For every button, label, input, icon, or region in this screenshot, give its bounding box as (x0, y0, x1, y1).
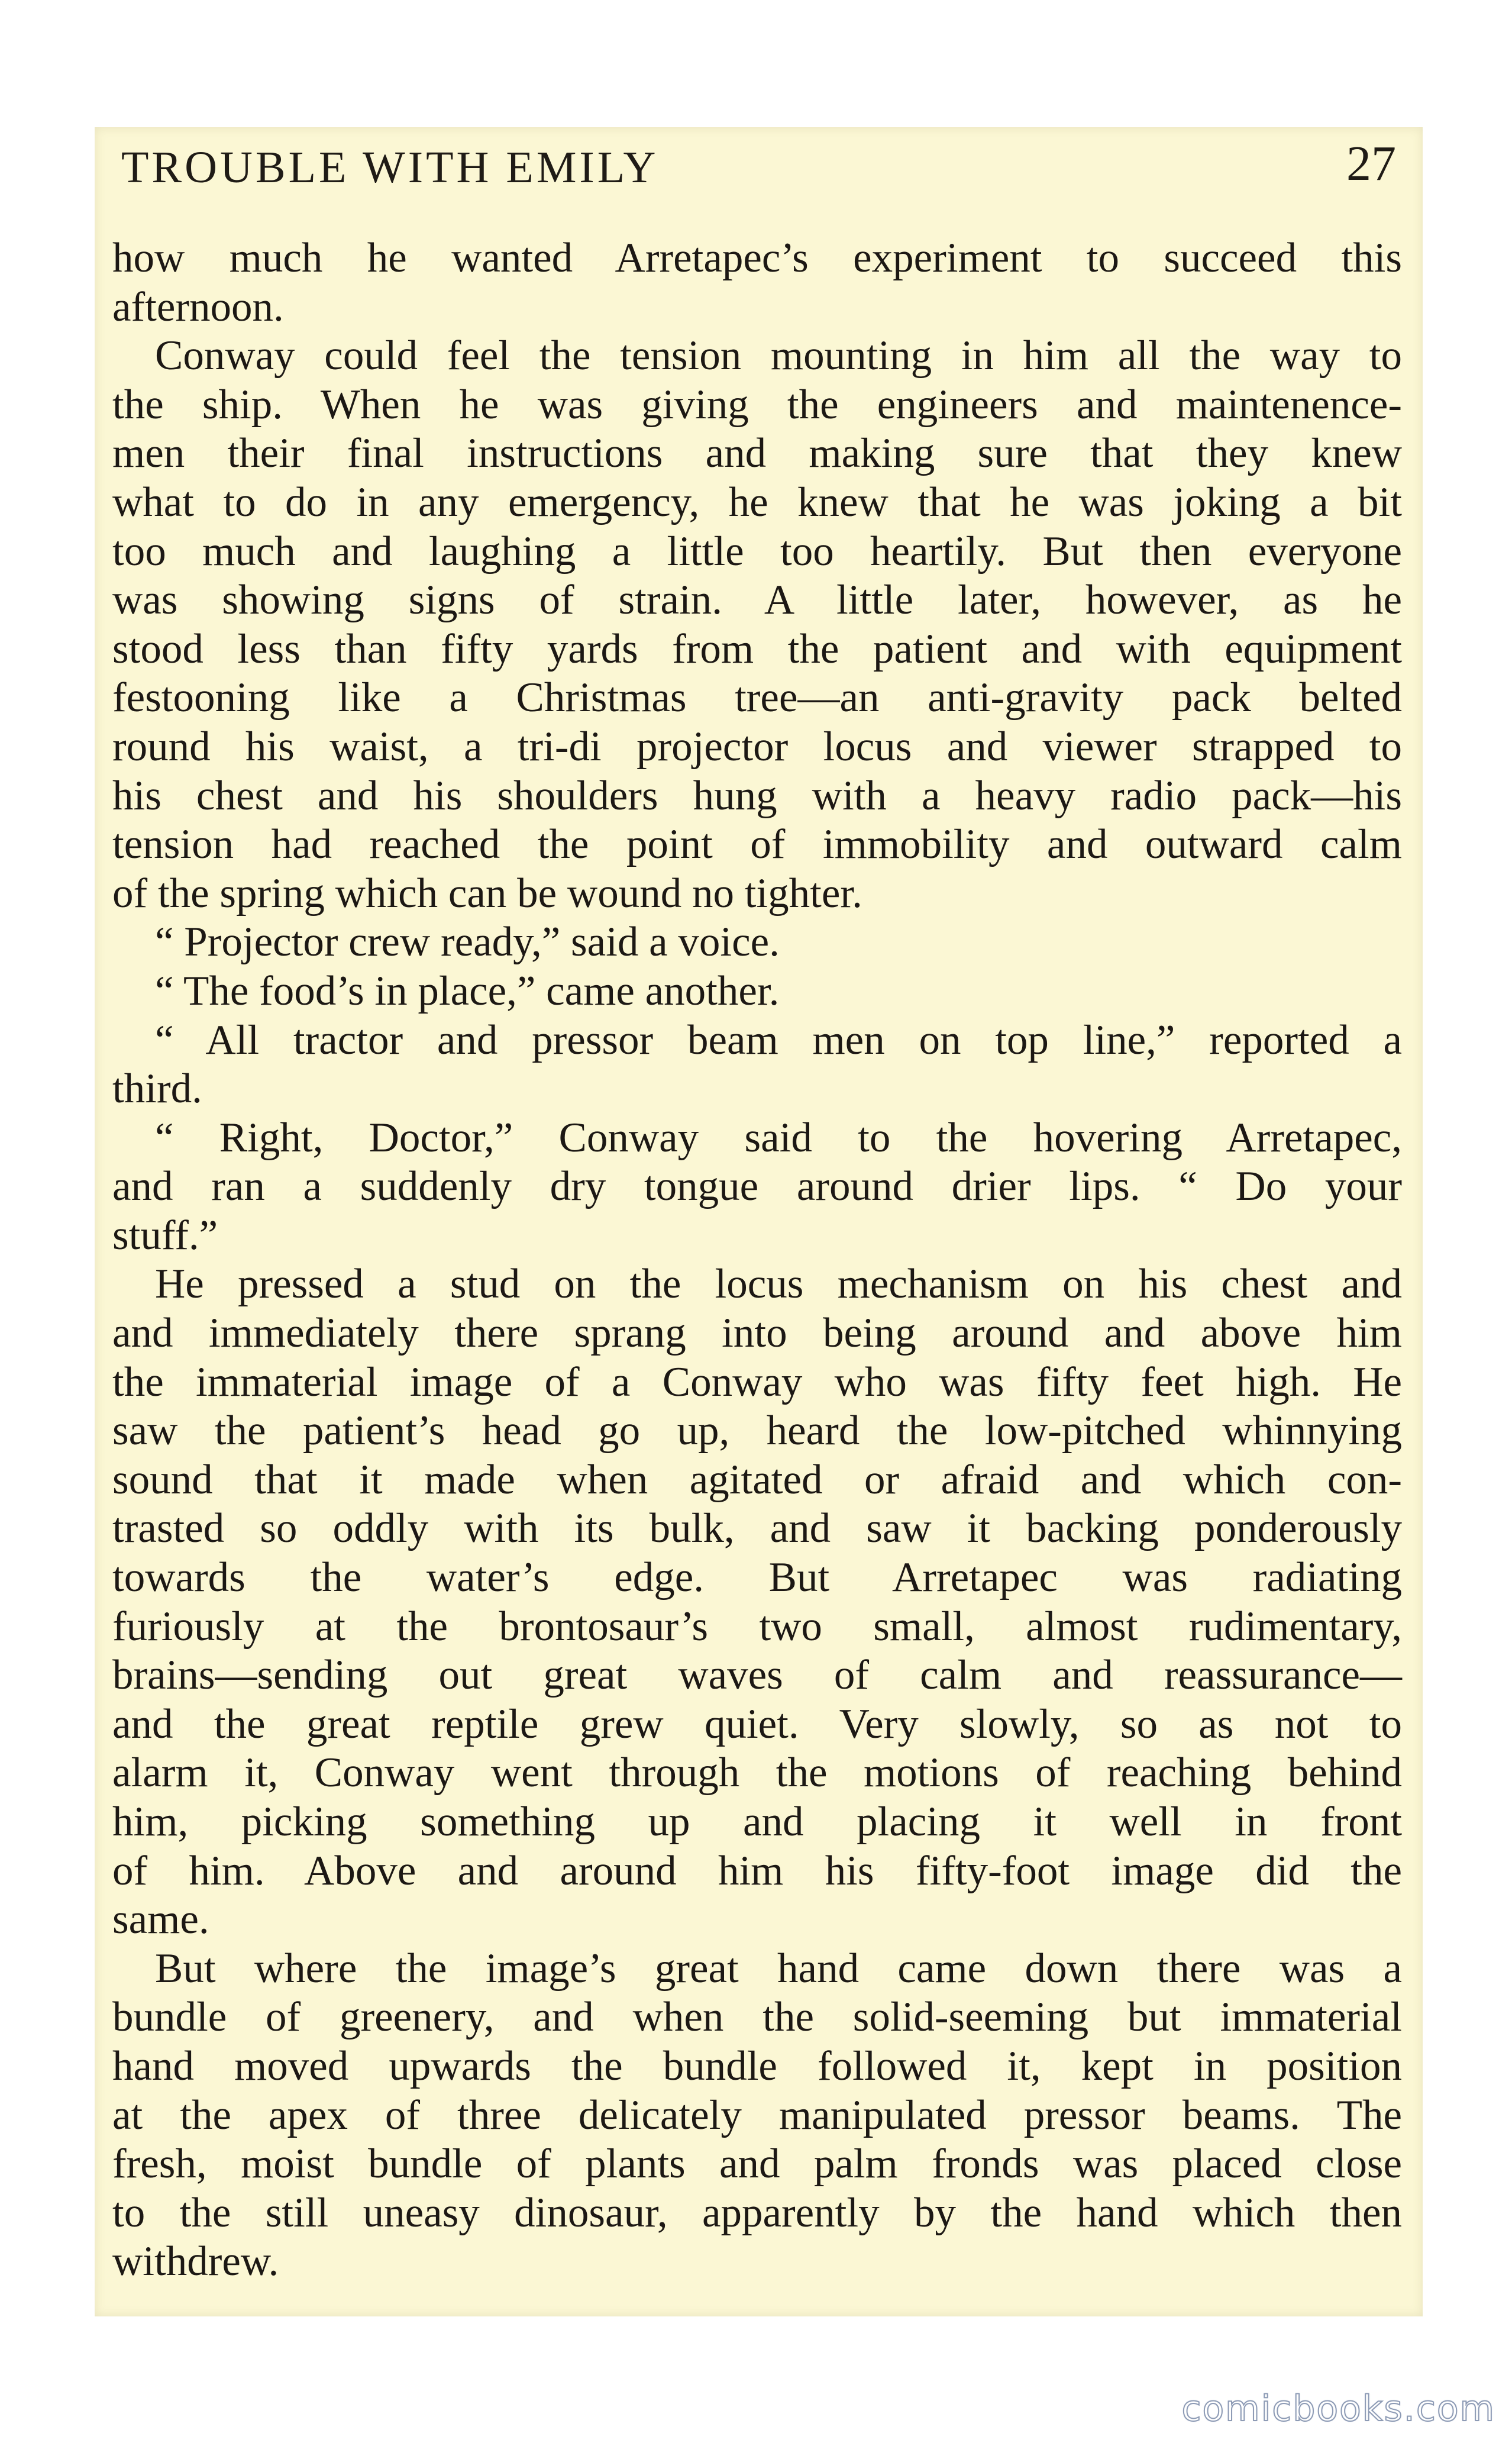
paragraph (112, 234, 1402, 331)
text-line: of him. Above and around him his fifty-foot image did the (112, 1847, 1402, 1894)
text-line: third. (112, 1066, 202, 1112)
text-line: withdrew. (112, 2238, 279, 2285)
text-line: the immaterial image of a Conway who was fifty feet high. He (112, 1358, 1402, 1405)
text-line: saw the patient’s head go up, heard the low-pitched whinnying (112, 1408, 1402, 1454)
text-line: Conway could feel the tension mounting in him all the way to (155, 333, 1402, 379)
text-line: and the great reptile grew quiet. Very slowly, so as not to (112, 1700, 1402, 1747)
text-line: afternoon. (112, 283, 284, 330)
text-line: But where the image’s great hand came down there was a (155, 1945, 1402, 1992)
text-line: “ Projector crew ready,” said a voice. (155, 919, 780, 966)
paragraph (112, 1260, 1402, 1944)
text-line: at the apex of three delicately manipulated pressor beams. The (112, 2092, 1402, 2138)
text-line: was showing signs of strain. A little later, however, as he (112, 577, 1402, 624)
text-line: hand moved upwards the bundle followed it, kept in position (112, 2042, 1402, 2089)
text-line: fresh, moist bundle of plants and palm fronds was placed close (112, 2141, 1402, 2187)
text-line: trasted so oddly with its bulk, and saw it backing ponderously (112, 1505, 1402, 1552)
text-line: too much and laughing a little too heartily. But then everyone (112, 528, 1402, 575)
paragraph (112, 1114, 1402, 1260)
text-line: the ship. When he was giving the engineers and maintenence- (112, 381, 1402, 428)
paragraph (112, 1944, 1402, 2286)
text-line: He pressed a stud on the locus mechanism on his chest and (155, 1261, 1402, 1308)
text-line: “ Right, Doctor,” Conway said to the hovering Arretapec, (155, 1114, 1402, 1161)
text-line: same. (112, 1896, 209, 1943)
text-line: him, picking something up and placing it well in front (112, 1799, 1402, 1845)
text-line: men their final instructions and making sure that they knew (112, 430, 1402, 477)
text-line: bundle of greenery, and when the solid-seeming but immaterial (112, 1994, 1402, 2041)
paragraph (112, 967, 1402, 1016)
paragraph (112, 331, 1402, 918)
paragraph (112, 918, 1402, 967)
paragraph (112, 1016, 1402, 1114)
page-header (121, 136, 1396, 204)
text-line: brains—sending out great waves of calm and reassurance— (112, 1652, 1402, 1699)
text-line: and immediately there sprang into being around and above him (112, 1310, 1402, 1357)
text-line: towards the water’s edge. But Arretapec was radiating (112, 1554, 1402, 1601)
text-line: round his waist, a tri-di projector locus and viewer strapped to (112, 723, 1402, 770)
text-line: “ All tractor and pressor beam men on top line,” reported a (155, 1017, 1402, 1063)
body-text (112, 234, 1402, 2286)
text-line: alarm it, Conway went through the motions of reaching behind (112, 1750, 1402, 1796)
page-number: 27 (1346, 136, 1396, 191)
text-line: to the still uneasy dinosaur, apparently by the hand which then (112, 2189, 1402, 2236)
text-line: festooning like a Christmas tree—an anti-gravity pack belted (112, 675, 1402, 721)
text-line: how much he wanted Arretapec’s experiment to succeed this (112, 235, 1402, 281)
text-line: and ran a suddenly dry tongue around drier lips. “ Do your (112, 1163, 1402, 1210)
text-line: “ The food’s in place,” came another. (155, 967, 780, 1014)
text-line: stood less than fifty yards from the patient and with equipment (112, 625, 1402, 672)
running-head: TROUBLE WITH EMILY (121, 143, 659, 192)
text-line: tension had reached the point of immobility and outward calm (112, 821, 1402, 868)
text-line: furiously at the brontosaur’s two small, almost rudimentary, (112, 1603, 1402, 1650)
text-line: of the spring which can be wound no tighter. (112, 870, 862, 917)
text-line: his chest and his shoulders hung with a heavy radio pack—his (112, 772, 1402, 819)
text-line: what to do in any emergency, he knew that he was joking a bit (112, 479, 1402, 525)
text-line: sound that it made when agitated or afraid and which con- (112, 1456, 1402, 1503)
book-page (95, 127, 1423, 2316)
watermark: comicbooks.com (1181, 2388, 1495, 2429)
text-line: stuff.” (112, 1212, 218, 1259)
